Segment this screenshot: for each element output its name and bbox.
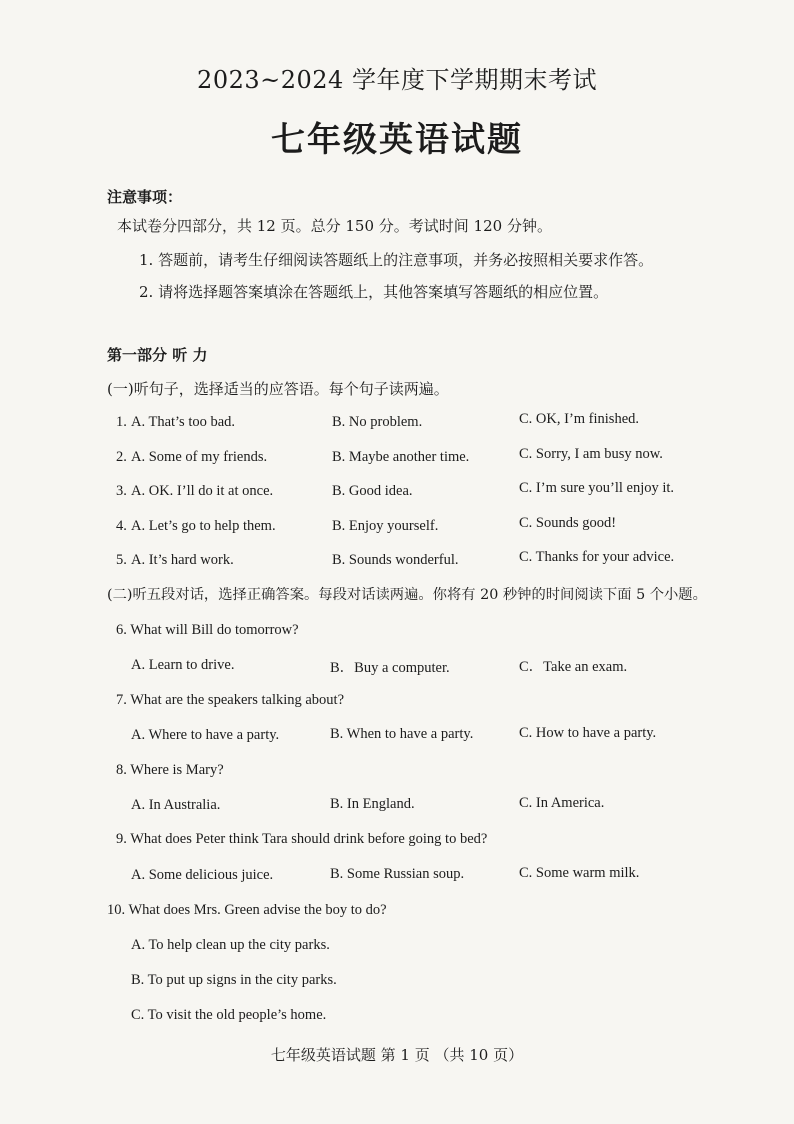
part2-instruction: (二)听五段对话，选择正确答案。每段对话读两遍。你将有 20 秒钟的时间阅读下面 5 个小题。: [107, 587, 707, 603]
option-b: B. To put up signs in the city parks.: [131, 972, 337, 988]
option-b: B. No problem.: [332, 414, 423, 430]
section-heading: 第一部分 听 力: [107, 346, 208, 364]
question-number: 2.: [116, 449, 127, 465]
notice-line: 2. 请将选择题答案填涂在答题纸上，其他答案填写答题纸的相应位置。: [139, 283, 609, 301]
option-c: C. How to have a party.: [519, 725, 657, 741]
option-c: C. Some warm milk.: [519, 865, 640, 881]
question-text: 9. What does Peter think Tara should drink before going to bed?: [116, 831, 488, 847]
option-a: A. It’s hard work.: [131, 552, 234, 568]
part1-instruction: (一)听句子，选择适当的应答语。每个句子读两遍。: [107, 380, 449, 398]
option-a: A. That’s too bad.: [131, 414, 236, 430]
option-a: A. Some of my friends.: [131, 449, 268, 465]
option-c: C. To visit the old people’s home.: [131, 1007, 327, 1023]
exam-title: 2023~2024 学年度下学期期末考试: [197, 66, 597, 94]
notice-line: 1. 答题前，请考生仔细阅读答题纸上的注意事项，并务必按照相关要求作答。: [139, 251, 654, 269]
question-text: 10. What does Mrs. Green advise the boy to do?: [107, 902, 387, 918]
option-b: B. Enjoy yourself.: [332, 518, 439, 534]
option-b: B. In England.: [330, 796, 415, 812]
option-a: A. Learn to drive.: [131, 657, 235, 673]
question-number: 1.: [116, 414, 127, 430]
question-text: 6. What will Bill do tomorrow?: [116, 622, 299, 638]
option-c: C. OK, I’m finished.: [519, 411, 640, 427]
option-a: A. OK. I’ll do it at once.: [131, 483, 274, 499]
option-b: B. Sounds wonderful.: [332, 552, 459, 568]
question-text: 7. What are the speakers talking about?: [116, 692, 345, 708]
option-b: B．Buy a computer.: [330, 660, 450, 676]
option-a: A. Where to have a party.: [131, 727, 280, 743]
option-a: A. Some delicious juice.: [131, 867, 274, 883]
option-b: B. Some Russian soup.: [330, 866, 465, 882]
question-number: 3.: [116, 483, 127, 499]
notice-line: 本试卷分四部分，共 12 页。总分 150 分。考试时间 120 分钟。: [117, 217, 552, 235]
option-b: B. Maybe another time.: [332, 449, 470, 465]
option-a: A. In Australia.: [131, 797, 221, 813]
option-c: C. In America.: [519, 795, 605, 811]
question-number: 4.: [116, 518, 127, 534]
option-c: C. I’m sure you’ll enjoy it.: [519, 480, 675, 496]
page-footer: 七年级英语试题 第 1 页 （共 10 页）: [270, 1046, 524, 1064]
notice-heading: 注意事项：: [107, 188, 183, 206]
question-number: 5.: [116, 552, 127, 568]
subject-title: 七年级英语试题: [271, 120, 523, 160]
option-c: C. Sorry, I am busy now.: [519, 446, 663, 462]
option-c: C. Thanks for your advice.: [519, 549, 675, 565]
option-c: C．Take an exam.: [519, 659, 628, 675]
option-b: B. When to have a party.: [330, 726, 474, 742]
option-a: A. Let’s go to help them.: [131, 518, 276, 534]
option-a: A. To help clean up the city parks.: [131, 937, 330, 953]
option-b: B. Good idea.: [332, 483, 413, 499]
option-c: C. Sounds good!: [519, 515, 617, 531]
question-text: 8. Where is Mary?: [116, 762, 224, 778]
